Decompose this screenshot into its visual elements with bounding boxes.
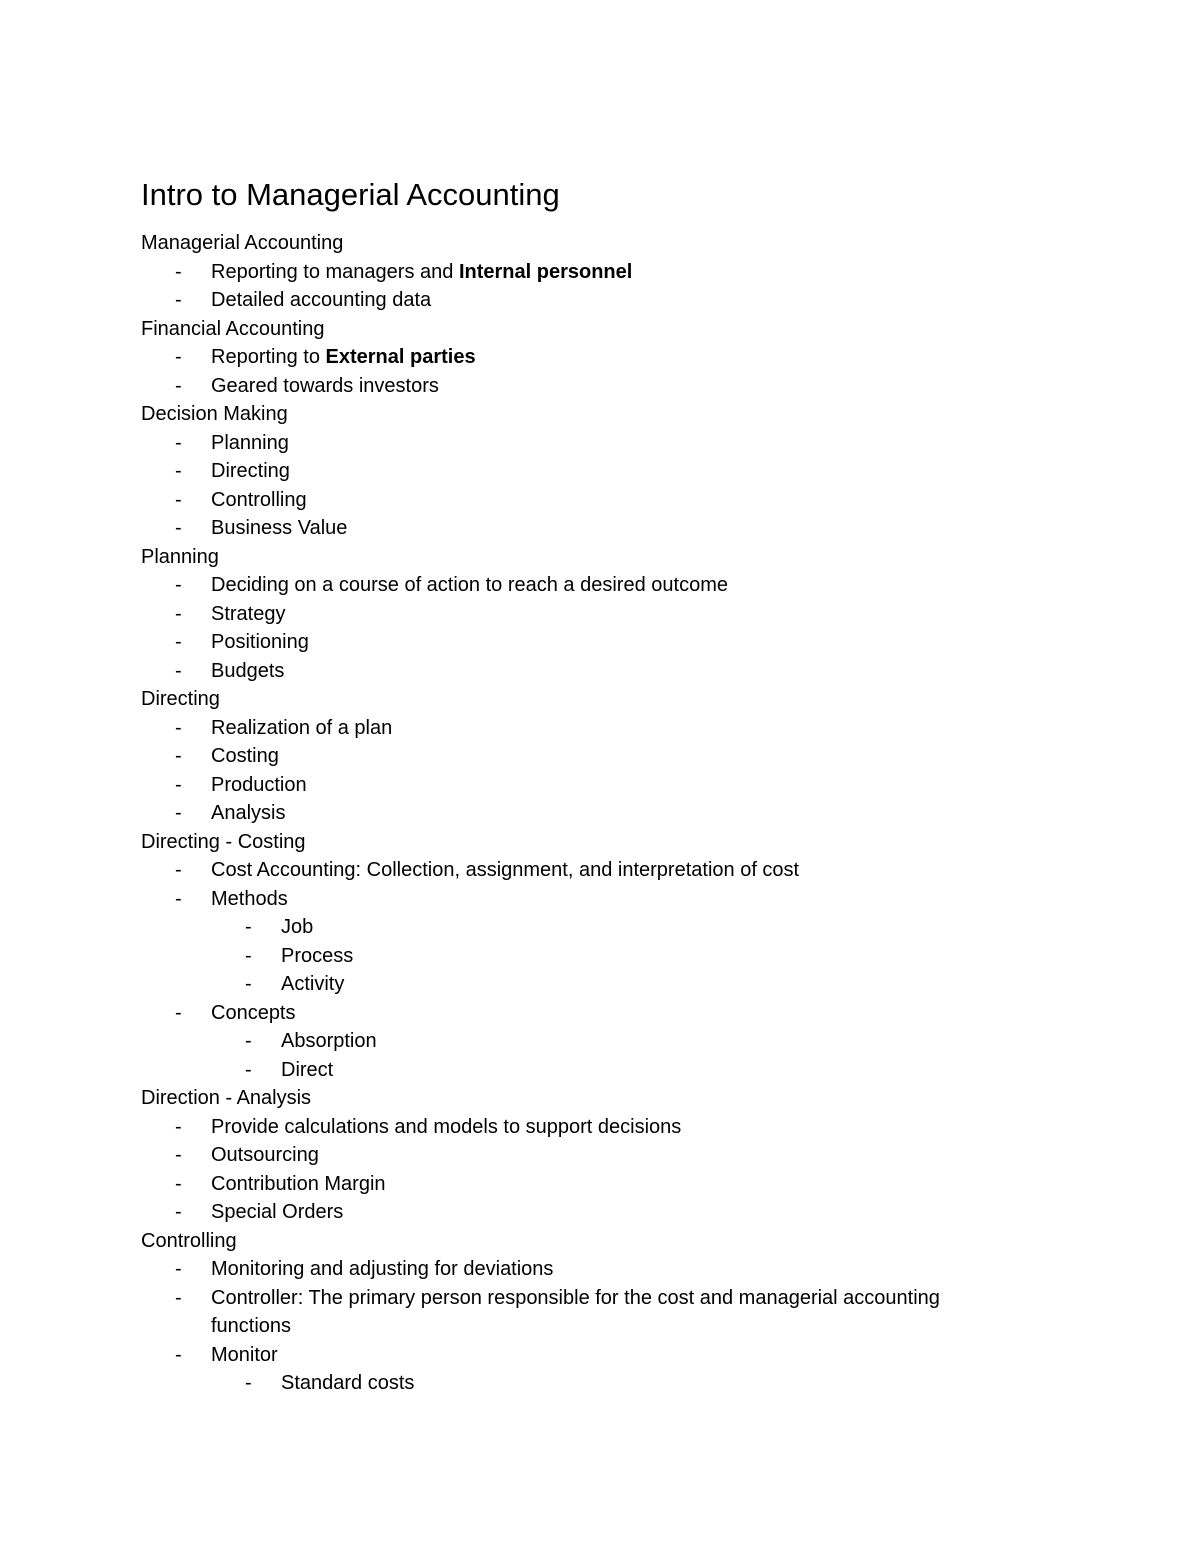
list-item-text: Analysis (211, 802, 286, 824)
list-item (141, 1341, 1021, 1370)
dash-bullet: - (175, 1172, 182, 1195)
list-item-text: Directing (211, 460, 290, 482)
dash-bullet: - (175, 1115, 182, 1138)
list-item-text: Job (281, 916, 314, 938)
section-heading-directing-costing: Directing - Costing (141, 830, 306, 853)
dash-bullet: - (175, 260, 182, 283)
section-heading-planning: Planning (141, 545, 219, 568)
list-item (141, 1284, 1021, 1341)
list-item-text: Standard costs (281, 1372, 415, 1394)
list-item-text: Budgets (211, 659, 285, 682)
list-item-text: Positioning (211, 631, 309, 653)
document-body (141, 229, 1021, 1398)
list-item-text: Concepts (211, 1001, 296, 1024)
list-item (141, 1141, 1021, 1170)
dash-bullet: - (175, 1001, 182, 1024)
section-heading-direction-analysis: Direction - Analysis (141, 1087, 312, 1109)
dash-bullet: - (175, 346, 182, 368)
dash-bullet: - (175, 1144, 182, 1166)
sub-list-item (141, 942, 1021, 971)
dash-bullet: - (175, 802, 182, 824)
list-item-text: Strategy (211, 602, 286, 625)
section-heading-decision-making: Decision Making (141, 403, 288, 425)
dash-bullet: - (175, 574, 182, 596)
dash-bullet: - (175, 1343, 182, 1366)
list-item (141, 999, 1021, 1028)
dash-bullet: - (175, 773, 182, 796)
dash-bullet: - (245, 944, 252, 967)
list-item (141, 457, 1021, 486)
dash-bullet: - (175, 602, 182, 625)
dash-bullet: - (175, 716, 182, 739)
list-item (141, 714, 1021, 743)
list-item-text: Planning (211, 431, 289, 454)
list-item-text: Reporting to (211, 346, 326, 368)
list-item (141, 486, 1021, 515)
list-item-text: Controlling (211, 488, 307, 511)
section-heading-managerial: Managerial Accounting (141, 232, 344, 254)
list-item (141, 628, 1021, 657)
section-heading-directing: Directing (141, 688, 220, 710)
list-item (141, 856, 1021, 885)
sub-list-item (141, 970, 1021, 999)
list-item (141, 771, 1021, 800)
dash-bullet: - (245, 1372, 252, 1394)
list-item (141, 258, 1021, 287)
list-item-text: Monitor (211, 1343, 278, 1366)
dash-bullet: - (175, 460, 182, 482)
list-item (141, 286, 1021, 315)
list-item-text: Detailed accounting data (211, 289, 432, 311)
dash-bullet: - (245, 973, 252, 995)
document-title: Intro to Managerial Accounting (141, 177, 560, 212)
list-item-text: Costing (211, 745, 279, 767)
dash-bullet: - (245, 1058, 252, 1081)
list-item (141, 1170, 1021, 1199)
list-item (141, 343, 1021, 372)
list-item-text: Methods (211, 887, 288, 910)
list-item (141, 600, 1021, 629)
list-item (141, 657, 1021, 686)
list-item-text: Reporting to managers and (211, 260, 459, 283)
sub-list-item (141, 913, 1021, 942)
list-item-text: Monitoring and adjusting for deviations (211, 1258, 554, 1280)
dash-bullet: - (175, 374, 182, 397)
list-item-text: Contribution Margin (211, 1172, 386, 1195)
list-item-text: Realization of a plan (211, 716, 393, 739)
section-heading-controlling: Controlling (141, 1229, 237, 1252)
list-item (141, 742, 1021, 771)
list-item (141, 429, 1021, 458)
dash-bullet: - (175, 488, 182, 511)
dash-bullet: - (175, 887, 182, 910)
list-item-text: Outsourcing (211, 1144, 319, 1166)
list-item-text: Direct (281, 1058, 334, 1081)
dash-bullet: - (175, 745, 182, 767)
dash-bullet: - (175, 631, 182, 653)
bold-term: Internal personnel (458, 260, 633, 283)
dash-bullet: - (175, 431, 182, 454)
dash-bullet: - (175, 1201, 182, 1223)
list-item-text: Deciding on a course of action to reach a desired outcome (211, 574, 728, 596)
list-item (141, 514, 1021, 543)
dash-bullet: - (175, 517, 182, 539)
dash-bullet: - (175, 859, 182, 881)
section-heading-financial: Financial Accounting (141, 317, 325, 340)
sub-list-item (141, 1369, 1021, 1398)
list-item-text: Business Value (211, 517, 348, 539)
list-item (141, 799, 1021, 828)
list-item-text: Controller: The primary person responsible for the cost and managerial accounting functions (211, 1286, 940, 1337)
list-item-text: Process (281, 944, 354, 967)
bold-term: External parties (325, 346, 476, 368)
list-item-text: Absorption (281, 1030, 377, 1052)
dash-bullet: - (175, 1286, 182, 1309)
list-item-text: Geared towards investors (211, 374, 439, 397)
sub-list-item (141, 1027, 1021, 1056)
dash-bullet: - (175, 1258, 182, 1280)
list-item-text: Activity (281, 973, 345, 995)
list-item-text: Cost Accounting: Collection, assignment, and interpretation of cost (211, 859, 800, 881)
list-item (141, 571, 1021, 600)
list-item (141, 1113, 1021, 1142)
list-item (141, 372, 1021, 401)
list-item (141, 1198, 1021, 1227)
dash-bullet: - (175, 289, 182, 311)
dash-bullet: - (245, 1030, 252, 1052)
list-item-text: Special Orders (211, 1201, 344, 1223)
sub-list-item (141, 1056, 1021, 1085)
list-item (141, 885, 1021, 914)
dash-bullet: - (175, 659, 182, 682)
list-item-text: Production (211, 773, 307, 796)
list-item-text: Provide calculations and models to support decisions (211, 1115, 682, 1138)
dash-bullet: - (245, 916, 252, 938)
list-item (141, 1255, 1021, 1284)
